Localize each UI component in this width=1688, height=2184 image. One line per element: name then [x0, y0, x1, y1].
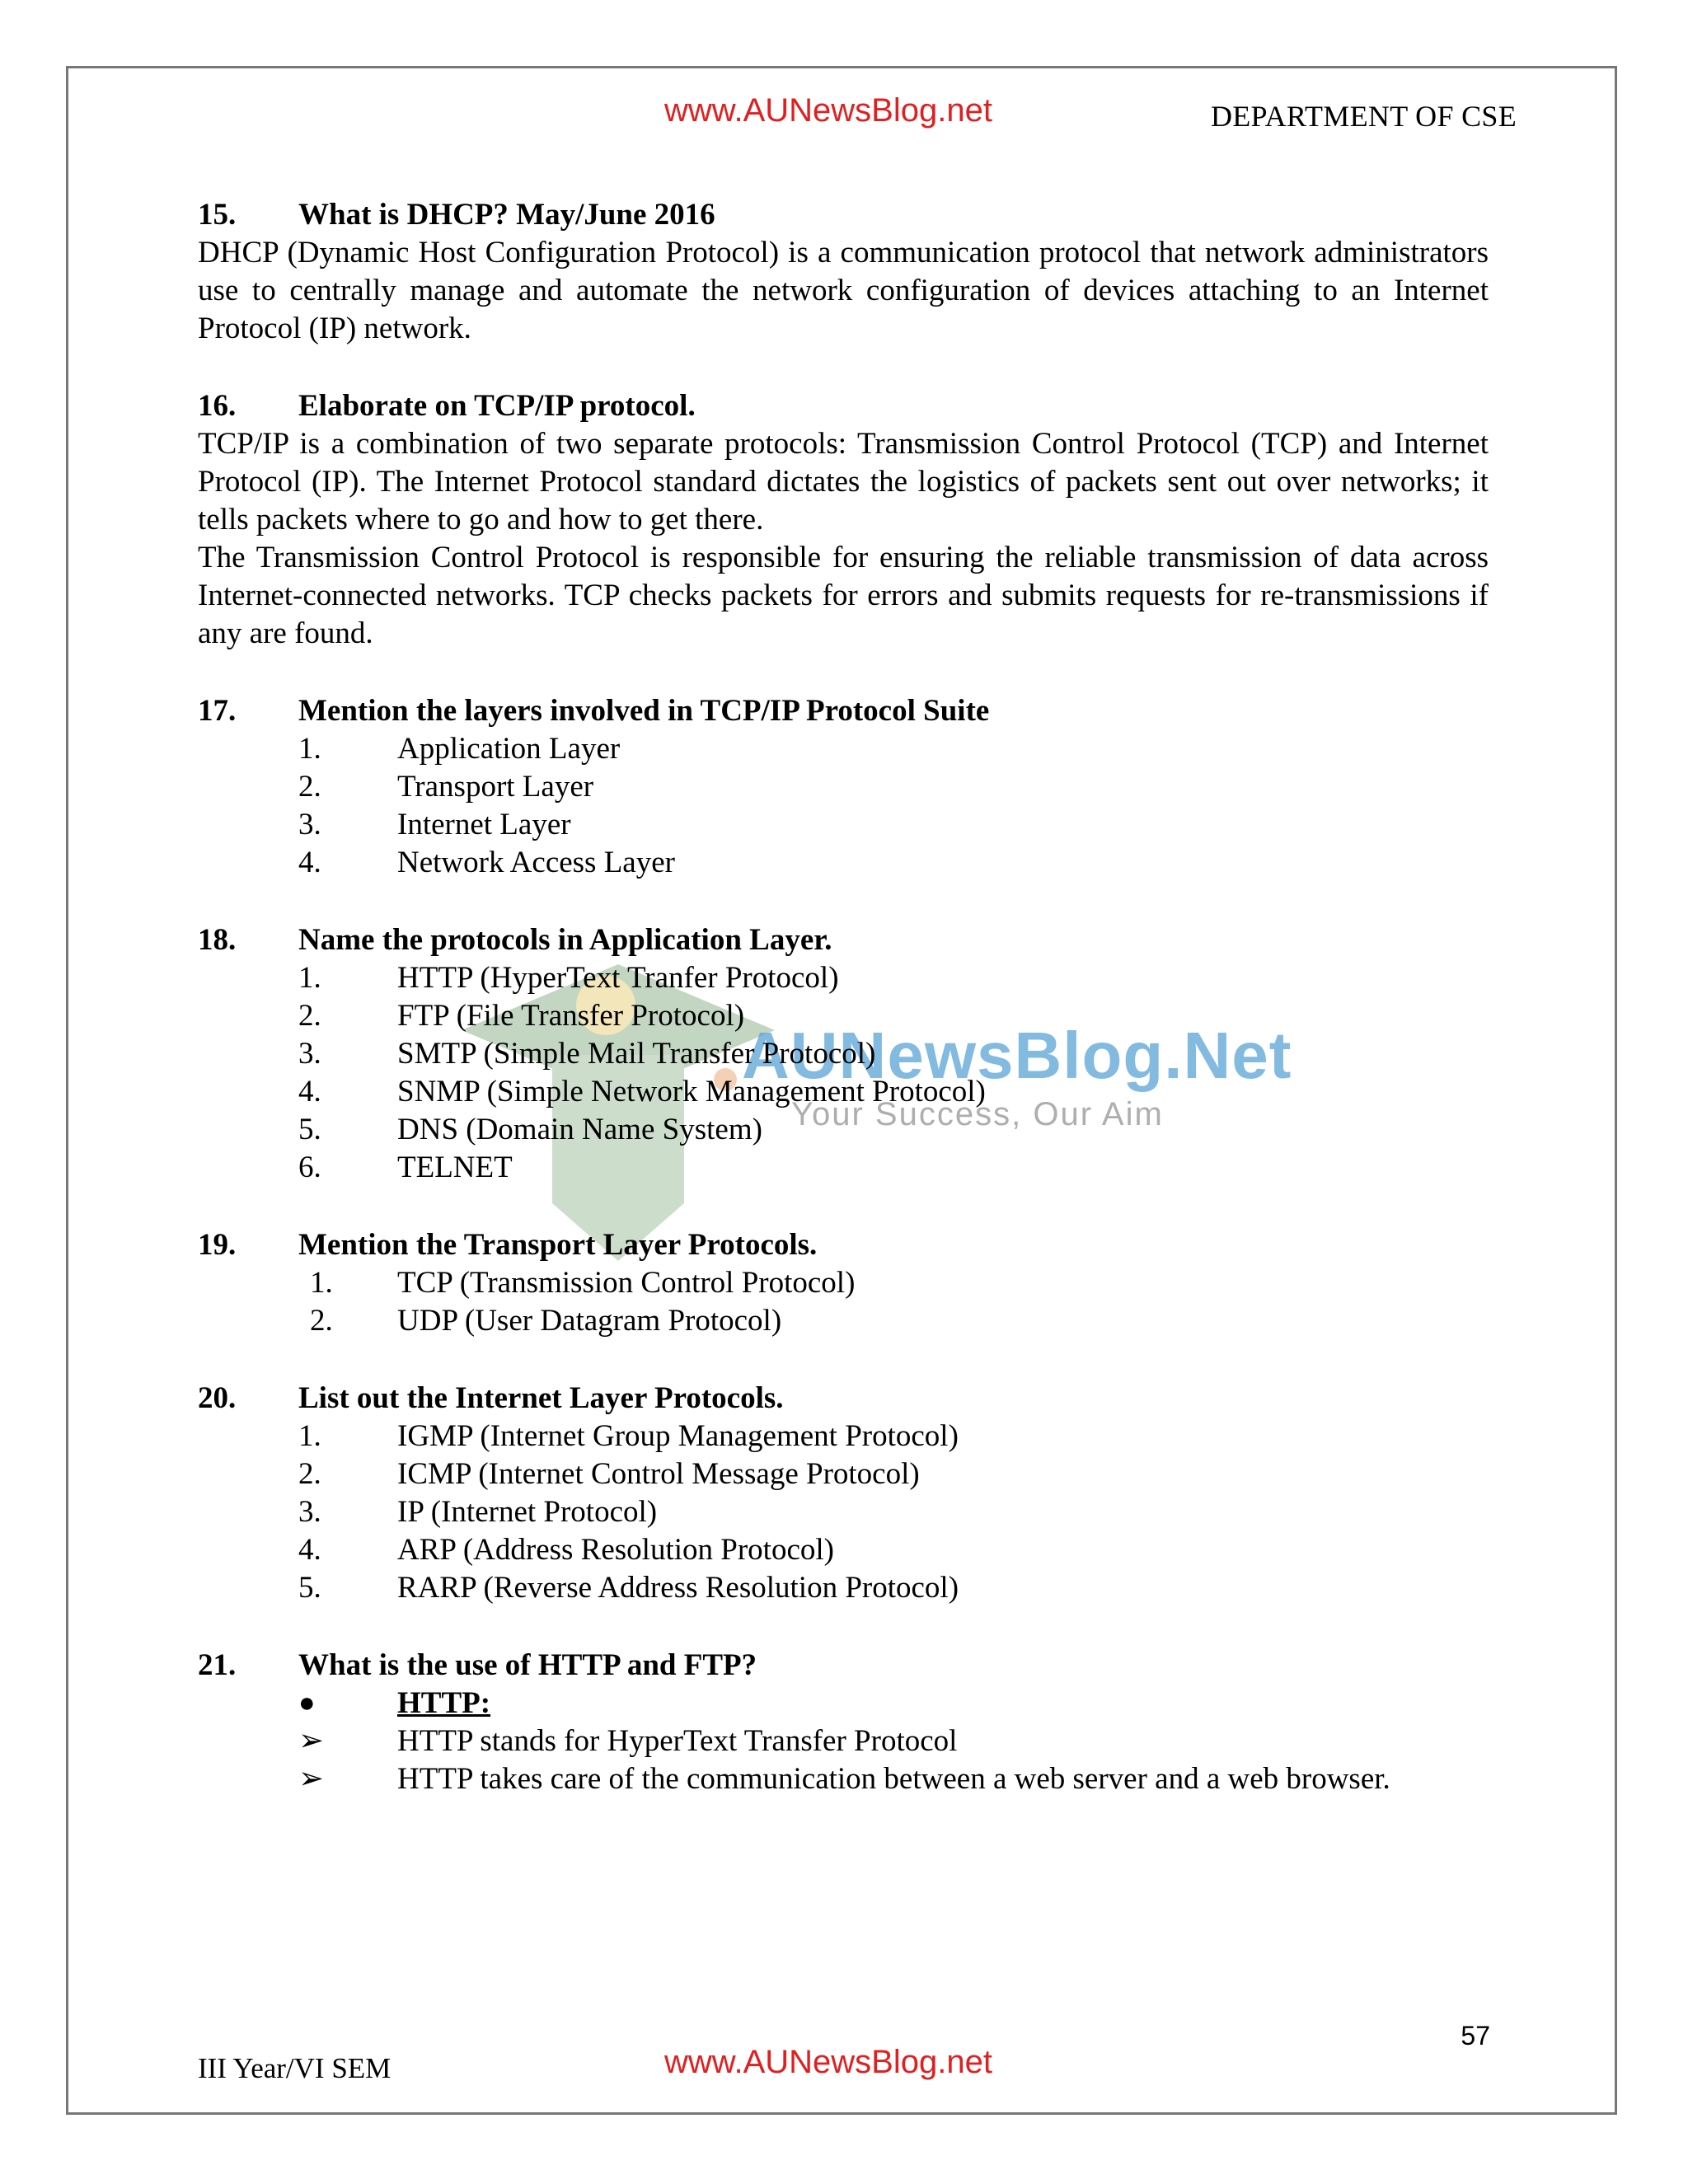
question-16: [198, 387, 1489, 425]
list-item: 1. IGMP (Internet Group Management Protocol): [298, 1419, 959, 1453]
bullet-heading: HTTP:: [397, 1686, 491, 1720]
watermark-tagline: Your Success, Our Aim: [791, 1096, 1164, 1132]
list-item: 2. ICMP (Internet Control Message Protocol): [298, 1457, 920, 1491]
footer-semester: III Year/VI SEM: [198, 2052, 392, 2084]
question-text: Mention the Transport Layer Protocols.: [298, 1228, 818, 1262]
question-text: Elaborate on TCP/IP protocol.: [298, 389, 696, 423]
question-number: 21.: [198, 1648, 237, 1682]
arrow-bullet-icon: ➢: [298, 1724, 325, 1758]
question-number: 16.: [198, 389, 237, 423]
header-site-link[interactable]: www.AUNewsBlog.net: [664, 92, 992, 129]
answer-paragraph: The Transmission Control Protocol is responsible for ensuring the reliable transmission of data across Internet-connected networks. TCP checks packets for errors and submits requests for re-transmissions if any are found.: [198, 541, 1489, 650]
page-number: 57: [1461, 2021, 1490, 2050]
watermark-title: AUNewsBlog.Net: [742, 1019, 1292, 1092]
arrow-bullet-icon: ➢: [298, 1762, 325, 1796]
list-item: 2. Transport Layer: [298, 770, 594, 804]
list-item: 3. SMTP (Simple Mail Transfer Protocol): [298, 1037, 876, 1071]
list-item: 4. Network Access Layer: [298, 846, 675, 879]
list-item: 4. ARP (Address Resolution Protocol): [298, 1533, 834, 1567]
question-17: [198, 692, 1489, 730]
question-18: [198, 921, 1489, 959]
list-item: 2. UDP (User Datagram Protocol): [310, 1304, 782, 1338]
list-item: 5. DNS (Domain Name System): [298, 1113, 762, 1146]
question-number: 15.: [198, 198, 237, 232]
answer-paragraph: DHCP (Dynamic Host Configuration Protocol) is a communication protocol that network administrators use to centrally manage and automate the network configuration of devices attaching to an Internet Protocol (IP) network.: [198, 236, 1489, 345]
question-text: Mention the layers involved in TCP/IP Protocol Suite: [298, 694, 990, 728]
list-item: 1. HTTP (HyperText Tranfer Protocol): [298, 961, 839, 995]
list-item: 1. TCP (Transmission Control Protocol): [310, 1266, 856, 1300]
list-item: 4. SNMP (Simple Network Management Protocol): [298, 1075, 986, 1108]
list-item: 6. TELNET: [298, 1151, 513, 1184]
question-15: [198, 196, 1489, 234]
footer-site-link[interactable]: www.AUNewsBlog.net: [664, 2044, 992, 2080]
question-number: 18.: [198, 923, 237, 957]
question-number: 20.: [198, 1381, 237, 1415]
question-text: What is DHCP? May/June 2016: [298, 198, 715, 232]
question-19: [198, 1226, 1489, 1264]
header-department: DEPARTMENT OF CSE: [1210, 100, 1517, 133]
answer-paragraph: TCP/IP is a combination of two separate protocols: Transmission Control Protocol (TCP) and Internet Protocol (IP). The Internet Protocol standard dictates the logistics of packets sent out over networks; it tells packets where to go and how to get there.: [198, 427, 1489, 537]
list-item: [198, 1685, 1489, 1722]
question-21: [198, 1647, 1489, 1685]
list-item: 2. FTP (File Transfer Protocol): [298, 999, 745, 1033]
question-text: List out the Internet Layer Protocols.: [298, 1381, 784, 1415]
list-item: 1. Application Layer: [298, 732, 621, 766]
question-number: 19.: [198, 1228, 237, 1262]
list-item: 3. Internet Layer: [298, 808, 571, 841]
list-item: 5. RARP (Reverse Address Resolution Protocol): [298, 1571, 959, 1605]
list-item: 3. IP (Internet Protocol): [298, 1495, 658, 1529]
page-content: [198, 196, 1489, 1798]
list-item: ➢ HTTP takes care of the communication between a web server and a web browser.: [198, 1760, 1489, 1798]
list-item: ➢ HTTP stands for HyperText Transfer Protocol: [198, 1722, 1489, 1760]
question-text: What is the use of HTTP and FTP?: [298, 1648, 757, 1682]
question-20: [198, 1380, 1489, 1418]
bullet-icon: ●: [298, 1688, 316, 1718]
question-number: 17.: [198, 694, 237, 728]
question-text: Name the protocols in Application Layer.: [298, 923, 832, 957]
